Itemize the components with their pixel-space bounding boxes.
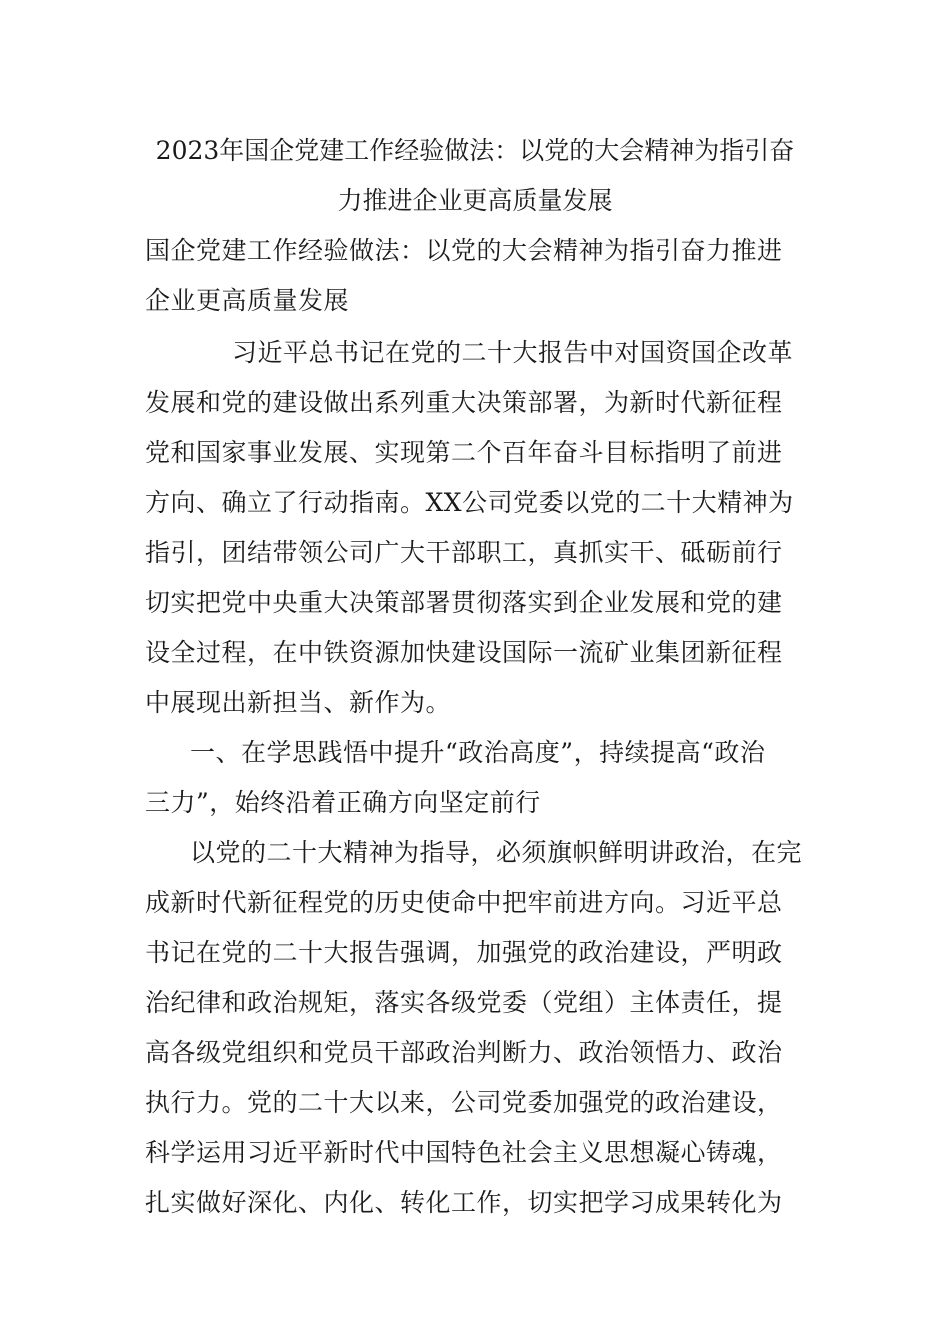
paragraph-1-line-7: 设全过程，在中铁资源加快建设国际一流矿业集团新征程 (145, 638, 783, 667)
paragraph-2-line-6: 执行力。党的二十大以来，公司党委加强党的政治建设， (145, 1088, 783, 1117)
paragraph-2-line-8: 扎实做好深化、内化、转化工作，切实把学习成果转化为 (145, 1188, 783, 1217)
paragraph-1-line-3: 党和国家事业发展、实现第二个百年奋斗目标指明了前进 (145, 438, 783, 467)
paragraph-1-line-2: 发展和党的建设做出系列重大决策部署，为新时代新征程 (145, 388, 783, 417)
paragraph-2-line-3: 书记在党的二十大报告强调，加强党的政治建设，严明政 (145, 938, 783, 967)
section-heading-line-1: 一、在学思践悟中提升“政治高度”，持续提高“政治 (190, 738, 766, 767)
paragraph-2-line-5: 高各级党组织和党员干部政治判断力、政治领悟力、政治 (145, 1038, 783, 1067)
paragraph-1-line-1: 习近平总书记在党的二十大报告中对国资国企改革 (232, 338, 794, 367)
paragraph-1-line-8: 中展现出新担当、新作为。 (145, 688, 452, 717)
paragraph-1-line-6: 切实把党中央重大决策部署贯彻落实到企业发展和党的建 (145, 588, 783, 617)
paragraph-2-line-1: 以党的二十大精神为指导，必须旗帜鲜明讲政治，在完 (190, 838, 803, 867)
document-title-line-2: 力推进企业更高质量发展 (337, 186, 613, 215)
paragraph-1-line-4: 方向、确立了行动指南。XX公司党委以党的二十大精神为 (145, 488, 794, 517)
paragraph-2-line-4: 治纪律和政治规矩，落实各级党委（党组）主体责任，提 (145, 988, 783, 1017)
subtitle-line-2: 企业更高质量发展 (145, 286, 350, 315)
paragraph-2-line-2: 成新时代新征程党的历史使命中把牢前进方向。习近平总 (145, 888, 783, 917)
document-title-line-1: 2023年国企党建工作经验做法：以党的大会精神为指引奋 (155, 136, 795, 165)
paragraph-1-line-5: 指引，团结带领公司广大干部职工，真抓实干、砥砺前行 (145, 538, 783, 567)
paragraph-2-line-7: 科学运用习近平新时代中国特色社会主义思想凝心铸魂， (145, 1138, 783, 1167)
subtitle-line-1: 国企党建工作经验做法：以党的大会精神为指引奋力推进 (145, 236, 783, 265)
section-heading-line-2: 三力”，始终沿着正确方向坚定前行 (145, 788, 541, 817)
